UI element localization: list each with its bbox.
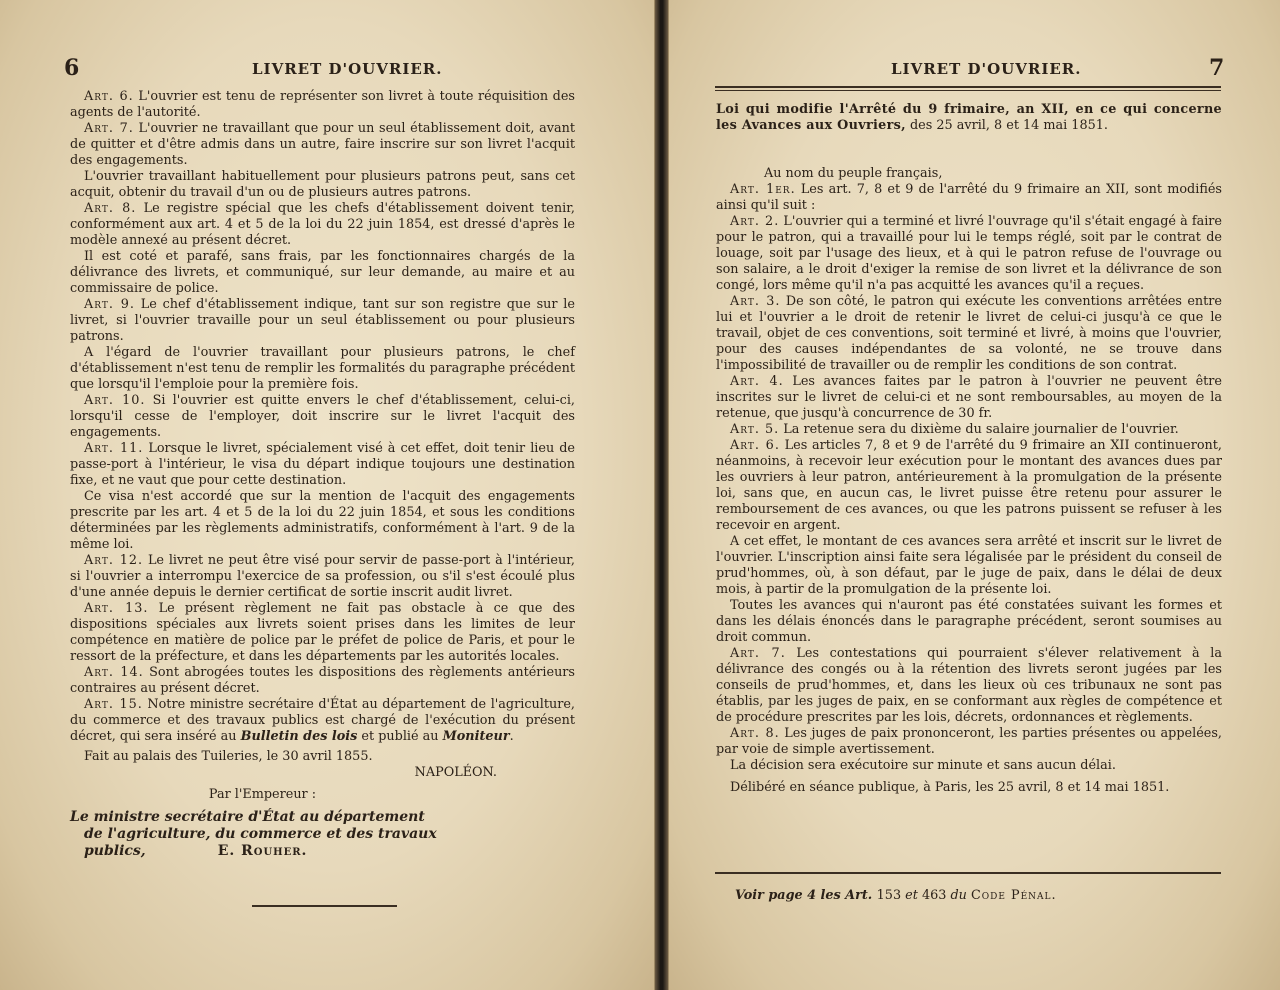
- article-number: Art. 8.: [730, 726, 780, 741]
- minister-name: E. Rouher.: [217, 843, 308, 859]
- article-number: Art. 7.: [730, 646, 786, 661]
- article-text: Les art. 7, 8 et 9 de l'arrêté du 9 frimaire an XII, sont modifiés ainsi qu'il suit :: [716, 182, 1222, 213]
- paragraph: [716, 598, 1222, 646]
- right-body: [716, 102, 1222, 796]
- page-number: 7: [1209, 55, 1225, 81]
- article-text: A cet effet, le montant de ces avances sera arrêté et inscrit sur le livret de l'ouvrier. L'inscription ainsi faite sera légalisée par le président du conseil de prud'hommes, où, à son défaut, par le juge de paix, dans le délai de deux mois, à partir de la promulgation de la présente loi.: [716, 534, 1222, 597]
- paragraph: [716, 294, 1222, 374]
- article-number: Art. 1er.: [730, 182, 796, 197]
- header-rule: [715, 86, 1221, 88]
- article-text: Les avances faites par le patron à l'ouvrier ne peuvent être inscrites sur le livret de celui-ci et ne sont remboursables, au moyen de la retenue, que jusqu'à concurrence de 30 fr.: [716, 374, 1222, 421]
- paragraph: [70, 201, 575, 249]
- law-title: Loi qui modifie l'Arrêté du 9 frimaire, an XII, en ce qui concerne les Avances aux Ouvriers, des 25 avril, 8 et 14 mai 1851.: [716, 102, 1222, 133]
- right-paragraphs: [716, 182, 1222, 774]
- article-number: Art. 10.: [84, 393, 146, 408]
- article-number: Art. 11.: [84, 441, 144, 456]
- article-text: L'ouvrier travaillant habituellement pour plusieurs patrons peut, sans cet acquit, obtenir du travail d'un ou de plusieurs autres patrons.: [70, 169, 575, 200]
- paragraph: [716, 726, 1222, 758]
- running-header: LIVRET D'OUVRIER.: [252, 60, 443, 78]
- preamble: Au nom du peuple français,: [764, 166, 943, 181]
- article-number: Art. 3.: [730, 294, 781, 309]
- article-text: Le registre spécial que les chefs d'établissement doivent tenir, conformément aux art. 4 et 5 de la loi du 22 juin 1854, est dressé d'après le modèle annexé au présent décret.: [70, 201, 575, 248]
- article-text: Les juges de paix prononceront, les parties présentes ou appelées, par voie de simple avertissement.: [716, 726, 1223, 757]
- paragraph: [70, 601, 575, 665]
- article-number: Art. 8.: [84, 201, 137, 216]
- end-rule: [252, 905, 397, 907]
- article-text: Ce visa n'est accordé que sur la mention de l'acquit des engagements prescrite par les art. 4 et 5 de la loi du 22 juin 1854, et sous les conditions déterminées par les règlements administratifs, conformément à l'art. 9 de la même loi.: [70, 489, 575, 552]
- article-text: Si l'ouvrier est quitte envers le chef d'établissement, celui-ci, lorsqu'il cesse de l'employer, doit inscrire sur le livret l'acquit des engagements.: [70, 393, 575, 440]
- paragraph: [716, 214, 1222, 294]
- article-text: Les contestations qui pourraient s'élever relativement à la délivrance des congés ou à la rétention des livrets seront jugées par les conseils de prud'hommes, et, dans les lieux où ces tribunaux ne sont pas établis, par les juges de paix, en se conformant aux règles de compétence et de procédure prescrites par les lois, décrets, ordonnances et règlements.: [716, 646, 1222, 725]
- paragraph: [70, 345, 575, 393]
- article-text: Lorsque le livret, spécialement visé à cet effet, doit tenir lieu de passe-port à l'intérieur, le visa du départ indique toujours une destination fixe, et ne vaut que pour cette destination.: [70, 441, 575, 488]
- article-number: Art. 2.: [730, 214, 780, 229]
- signature: NAPOLÉON.: [414, 765, 497, 780]
- article-number: Art. 6.: [84, 89, 134, 104]
- article-text: Le chef d'établissement indique, tant sur son registre que sur le livret, si l'ouvrier travaille pour un seul établissement ou pour plusieurs patrons.: [70, 297, 575, 344]
- article-number: Art. 6.: [730, 438, 780, 453]
- article-number: Art. 14.: [84, 665, 144, 680]
- minister-block: Le ministre secrétaire d'État au département de l'agriculture, du commerce et des travaux publics, E. Rouher.: [70, 809, 437, 859]
- paragraph: [716, 534, 1222, 598]
- article-number: Art. 7.: [84, 121, 134, 136]
- article-text: Le présent règlement ne fait pas obstacle à ce que des dispositions spéciales aux livrets soient prises dans les limites de leur compétence en matière de police par le préfet de police de Paris, et pour le ressort de la préfecture, et dans les départements par les autorités locales.: [70, 601, 575, 664]
- paragraph: [70, 553, 575, 601]
- header-rule-thin: [715, 90, 1221, 91]
- running-header: LIVRET D'OUVRIER.: [891, 60, 1082, 78]
- paragraph: [716, 182, 1222, 214]
- paragraph: [70, 297, 575, 345]
- article-text: L'ouvrier est tenu de représenter son livret à toute réquisition des agents de l'autorité.: [70, 89, 575, 120]
- article-number: Art. 9.: [84, 297, 135, 312]
- paragraph: [716, 758, 1222, 774]
- paragraph: [716, 646, 1222, 726]
- article-number: Art. 12.: [84, 553, 144, 568]
- paragraph: [716, 422, 1222, 438]
- article-text: Il est coté et parafé, sans frais, par les fonctionnaires chargés de la délivrance des livrets, et communiqué, sur leur demande, au maire et au commissaire de police.: [70, 249, 575, 296]
- article-text: A l'égard de l'ouvrier travaillant pour plusieurs patrons, le chef d'établissement n'est tenu de remplir les formalités du paragraphe précédent que lorsqu'il l'emploie pour la première fois.: [70, 345, 575, 392]
- paragraph: [716, 438, 1222, 534]
- page-number: 6: [64, 55, 80, 81]
- book-gutter: [655, 0, 668, 990]
- article-text: Le livret ne peut être visé pour servir de passe-port à l'intérieur, si l'ouvrier a interrompu l'exercice de sa profession, ou s'il s'est écoulé plus d'une année depuis le dernier certificat de sortie inscrit audit livret.: [70, 553, 575, 600]
- left-body: [70, 89, 575, 860]
- article-text: L'ouvrier ne travaillant que pour un seul établissement doit, avant de quitter et d'être admis dans un autre, faire inscrire sur son livret l'acquit des engagements.: [70, 121, 576, 168]
- paragraph: [70, 665, 575, 697]
- right-page: [668, 0, 1280, 990]
- paragraph: [70, 169, 575, 201]
- paragraph: [70, 441, 575, 489]
- article-text: Toutes les avances qui n'auront pas été constatées suivant les formes et dans les délais énoncés dans le paragraphe précédent, seront soumises au droit commun.: [716, 598, 1222, 645]
- footer-rule: [715, 872, 1221, 874]
- article-text: Sont abrogées toutes les dispositions des règlements antérieurs contraires au présent décret.: [70, 665, 575, 696]
- par-line: Par l'Empereur :: [208, 787, 317, 802]
- left-paragraphs: [70, 89, 575, 697]
- footer-note: Voir page 4 les Art. 153 et 463 du Code Pénal.: [735, 888, 1057, 903]
- paragraph: [70, 89, 575, 121]
- article-15: Art. 15. Notre ministre secrétaire d'État au département de l'agriculture, du commerce et des travaux publics est chargé de l'exécution du présent décret, qui sera inséré au Bulletin des lois et publié au Moniteur.: [70, 697, 575, 744]
- delibere-line: Délibéré en séance publique, à Paris, les 25 avril, 8 et 14 mai 1851.: [730, 780, 1170, 795]
- paragraph: [70, 489, 575, 553]
- article-text: La décision sera exécutoire sur minute et sans aucun délai.: [730, 758, 1116, 773]
- article-number: Art. 4.: [730, 374, 784, 389]
- paragraph: [70, 393, 575, 441]
- paragraph: [70, 249, 575, 297]
- article-text: De son côté, le patron qui exécute les conventions arrêtées entre lui et l'ouvrier a le droit de retenir le livret de celui-ci jusqu'à ce que le travail, objet de ces conventions, soit terminé et livré, à moins que l'ouvrier, pour des causes indépendantes de sa volonté, ne se trouve dans l'impossibilité de travailler ou de remplir les conditions de son contrat.: [716, 294, 1222, 373]
- article-number: Art. 5.: [730, 422, 780, 437]
- article-text: La retenue sera du dixième du salaire journalier de l'ouvrier.: [783, 422, 1179, 437]
- article-text: Les articles 7, 8 et 9 de l'arrêté du 9 frimaire an XII continueront, néanmoins, à recevoir leur exécution pour le montant des avances dues par les ouvriers à leur patron, antérieurement à la promulgation de la présente loi, sans que, en aucun cas, le livret puisse être retenu pour assurer le remboursement de ces avances, ou que les patrons puissent se refuser à les recevoir en argent.: [716, 438, 1222, 533]
- fait-line: Fait au palais des Tuileries, le 30 avril 1855.: [84, 749, 373, 764]
- article-number: Art. 13.: [84, 601, 149, 616]
- paragraph: [70, 121, 575, 169]
- article-text: L'ouvrier qui a terminé et livré l'ouvrage qu'il s'était engagé à faire pour le patron, qui a travaillé pour lui le temps réglé, soit par le contrat de louage, soit par l'usage des lieux, et à qui le patron refuse de l'ouvrage ou son salaire, a le droit d'exiger la remise de son livret et la délivrance de son congé, lors même qu'il n'a pas acquitté les avances qu'il a reçues.: [716, 214, 1222, 293]
- paragraph: [716, 374, 1222, 422]
